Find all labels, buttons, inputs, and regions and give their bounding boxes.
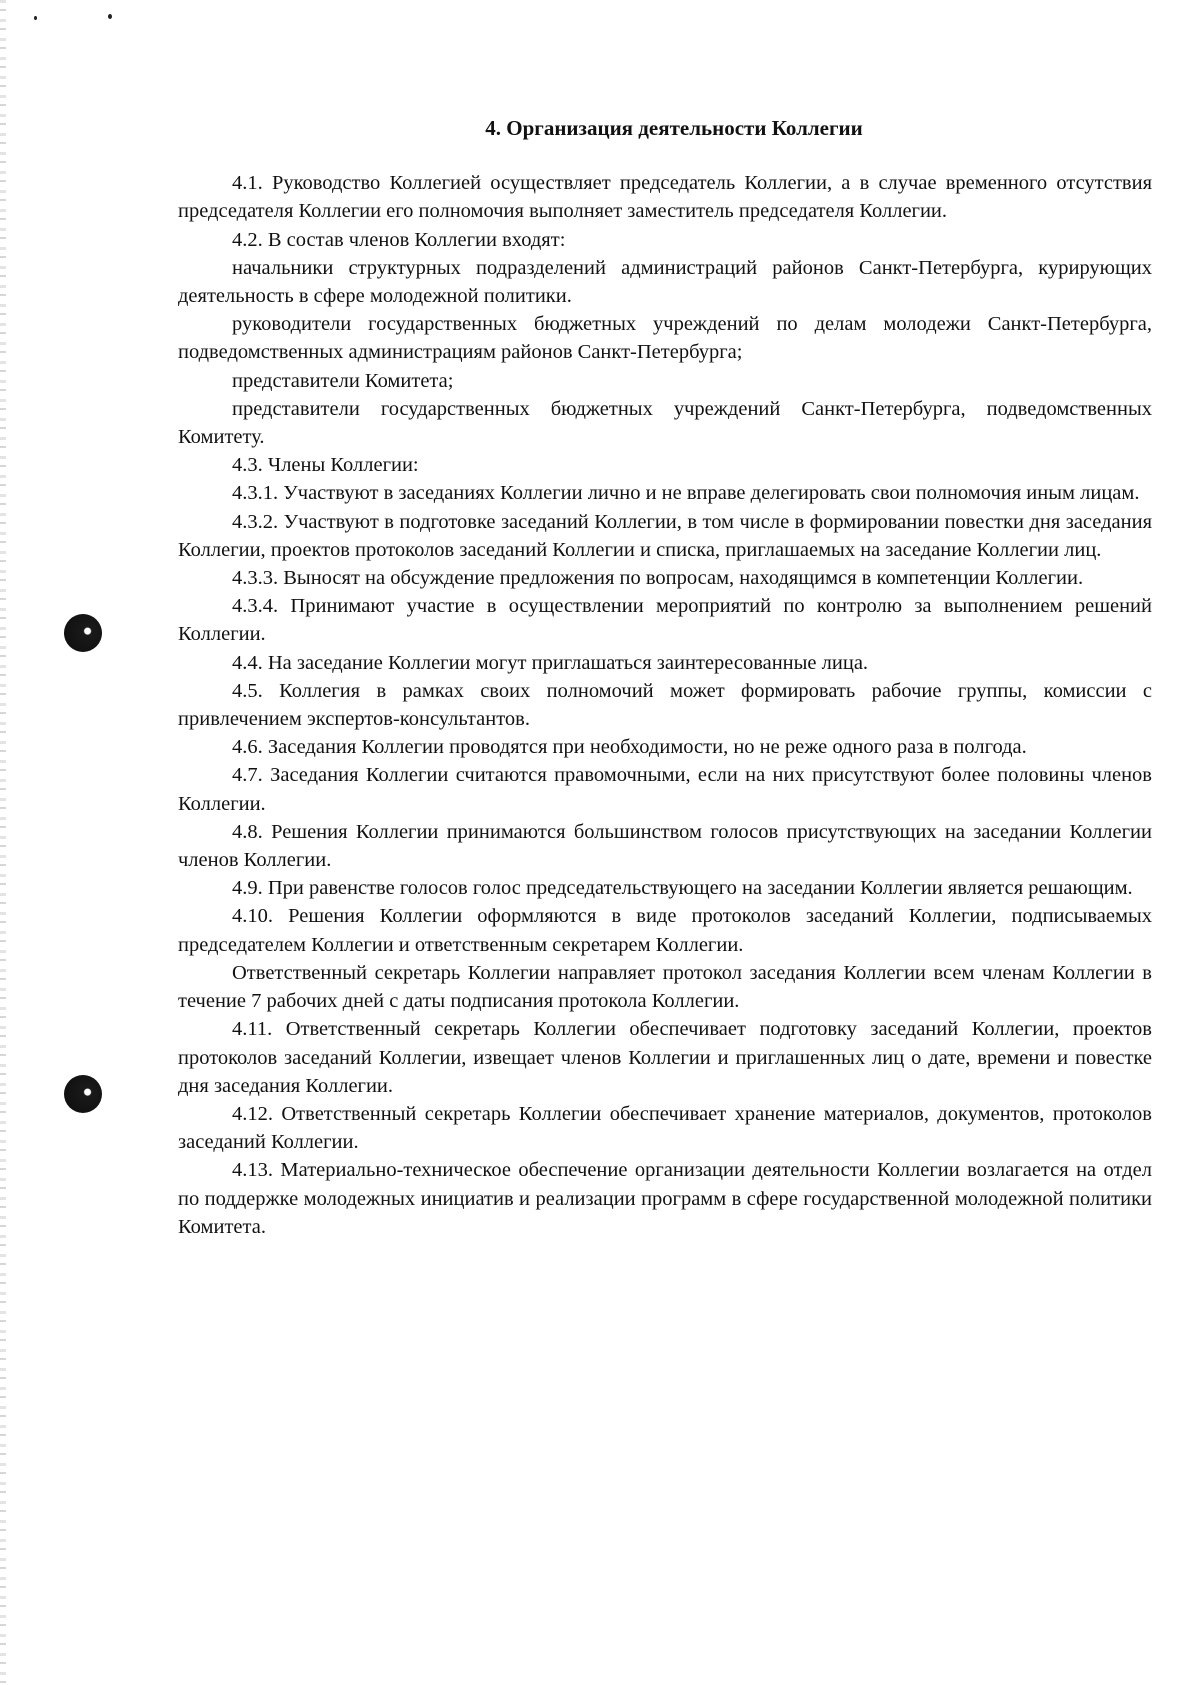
paragraph-4-4: 4.4. На заседание Коллегии могут приглашаться заинтересованные лица.: [232, 651, 869, 674]
punch-hole-icon: [64, 1075, 102, 1113]
paragraph-4-9: 4.9. При равенстве голосов голос председательствующего на заседании Коллегии является решающим.: [232, 877, 1133, 900]
paragraph-4-10: 4.10. Решения Коллегии оформляются в виде протоколов заседаний Коллегии, подписываемых председателем Коллегии и ответственным секретарем Коллегии.: [178, 905, 1152, 956]
paragraph-members-committee-reps: представители Комитета;: [232, 369, 454, 392]
paragraph-4-3: 4.3. Члены Коллегии:: [232, 454, 419, 477]
paragraph-4-3-4: 4.3.4. Принимают участие в осуществлении мероприятий по контролю за выполнением решений Коллегии.: [178, 595, 1152, 646]
scan-speck: [108, 14, 112, 19]
paragraph-4-3-1: 4.3.1. Участвуют в заседаниях Коллегии лично и не вправе делегировать свои полномочия иным лицам.: [232, 482, 1140, 505]
paragraph-4-12: 4.12. Ответственный секретарь Коллегии обеспечивает хранение материалов, документов, протоколов заседаний Коллегии.: [178, 1102, 1152, 1154]
paragraph-4-1: 4.1. Руководство Коллегией осуществляет председатель Коллегии, а в случае временного отсутствия председателя Коллегии его полномочия выполняет заместитель председателя Коллегии.: [178, 172, 1152, 223]
paragraph-members-institution-reps: представители государственных бюджетных учреждений Санкт-Петербурга, подведомственных Комитету.: [178, 397, 1152, 449]
paragraph-4-2: 4.2. В состав членов Коллегии входят:: [232, 228, 566, 251]
paragraph-4-10-secretary: Ответственный секретарь Коллегии направляет протокол заседания Коллегии всем членам Коллегии в течение 7 рабочих дней с даты подписания протокола Коллегии.: [178, 961, 1152, 1013]
paragraph-4-8: 4.8. Решения Коллегии принимаются большинством голосов присутствующих на заседании Коллегии членов Коллегии.: [178, 820, 1152, 872]
section-heading: 4. Организация деятельности Коллегии: [485, 116, 863, 140]
paragraph-4-3-2: 4.3.2. Участвуют в подготовке заседаний Коллегии, в том числе в формировании повестки дня заседания Коллегии, проектов протоколов заседаний Коллегии и списка, приглашаемых на заседание Коллегии лиц.: [178, 510, 1152, 561]
scan-speck: [34, 16, 37, 20]
punch-hole-icon: [64, 614, 102, 652]
paragraph-4-5: 4.5. Коллегия в рамках своих полномочий может формировать рабочие группы, комиссии с привлечением экспертов-консультантов.: [178, 679, 1152, 731]
scan-edge-artifact: [0, 0, 6, 1685]
paragraph-4-3-3: 4.3.3. Выносят на обсуждение предложения по вопросам, находящимся в компетенции Коллегии.: [232, 567, 1084, 590]
document-body: [178, 114, 1152, 1241]
paragraph-4-6: 4.6. Заседания Коллегии проводятся при необходимости, но не реже одного раза в полгода.: [232, 736, 1027, 759]
paragraph-members-institution-heads: руководители государственных бюджетных учреждений по делам молодежи Санкт-Петербурга, подведомственных администрациям районов Санкт-Петербурга;: [178, 313, 1152, 364]
paragraph-4-11: 4.11. Ответственный секретарь Коллегии обеспечивает подготовку заседаний Коллегии, проектов протоколов заседаний Коллегии, извещает членов Коллегии и приглашенных лиц о дате, времени и повестке дня заседания Коллегии.: [178, 1018, 1152, 1097]
paragraph-4-7: 4.7. Заседания Коллегии считаются правомочными, если на них присутствуют более половины членов Коллегии.: [178, 764, 1152, 815]
paragraph-members-district-heads: начальники структурных подразделений администраций районов Санкт-Петербурга, курирующих деятельность в сфере молодежной политики.: [178, 256, 1152, 308]
paragraph-4-13: 4.13. Материально-техническое обеспечение организации деятельности Коллегии возлагается на отдел по поддержке молодежных инициатив и реализации программ в сфере государственной молодежной политики Комитета.: [178, 1159, 1152, 1238]
